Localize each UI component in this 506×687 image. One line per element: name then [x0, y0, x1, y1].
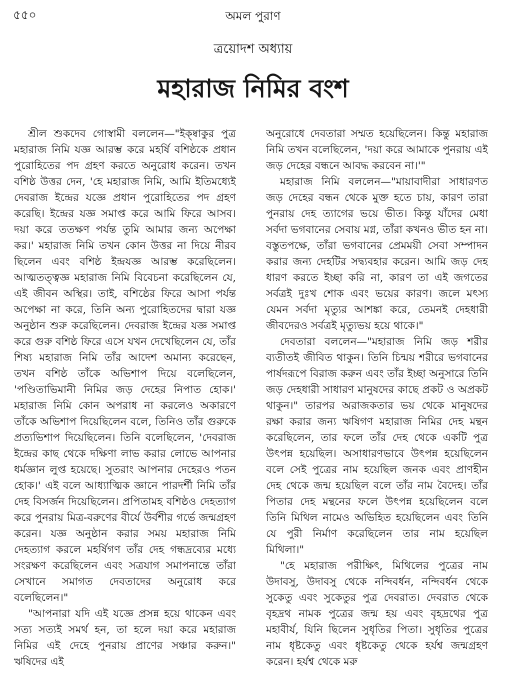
page-number: ৫৫০ — [13, 8, 37, 22]
chapter-label: ত্রয়োদশ অধ্যায় — [213, 42, 293, 57]
right-column — [266, 126, 488, 676]
paragraph: অনুরোধে দেবতারা সম্মত হয়েছিলেন। কিন্তু মহারাজ নিমি তখন বলেছিলেন, 'দয়া করে আমাকে পুনরায় এই জড় দেহের বন্ধনে আবদ্ধ করবেন না।'" — [266, 128, 488, 172]
paragraph: "আপনারা যদি এই যজ্ঞে প্রসন্ন হয়ে থাকেন এবং সত্য সত্যই সমর্থ হন, তা হলে দয়া করে মহারাজ নিমির এই দেহে পুনরায় প্রাণের সঞ্চার করুন।" ঋষিদের এই — [14, 608, 236, 668]
paragraph: "হে মহারাজ পরীক্ষিৎ, মিথিলের পুত্রের নাম উদাবসু, উদাবসু থেকে নন্দিবর্ধন, নন্দিবর্ধন থেকে সুকেতু এবং সুকেতুর পুত্র দেবরাত। দেবরাত থেকে বৃহদ্রথ নামক পুত্রের জন্ম হয় এবং বৃহদ্রথের পুত্র মহাবীর্য, যিনি ছিলেন সুধৃতির পিতা। সুধৃতির পুত্রের নাম ধৃষ্টকেতু এবং ধৃষ্টকেতু থেকে হর্যশ্ব জন্মগ্রহণ করেন। হর্যশ্ব থেকে মরু — [266, 560, 488, 668]
paragraph: মহারাজ নিমি বললেন—"মায়াবাদীরা সাধারণত জড় দেহের বন্ধন থেকে মুক্ত হতে চায়, কারণ তারা পুনরায় দেহ ত্যাগের ভয়ে ভীত। কিন্তু যাঁদের মেধা সর্বদা ভগবানের সেবায় মগ্ন, তাঁরা কখনও ভীত হন না। বস্তুতপক্ষে, তাঁরা ভগবানের প্রেমময়ী সেবা সম্পাদন করার জন্য দেহটির সদ্ব্যবহার করেন। আমি জড় দেহ ধারণ করতে ইচ্ছা করি না, কারণ তা এই জগতের সর্বত্রই দুঃখ শোক এবং ভয়ের কারণ। জলে মৎস্য যেমন সর্বদা মৃত্যুর আশঙ্কা করে, তেমনই দেহধারী জীবদেরও সর্বত্রই মৃত্যুভয় হয়ে থাকে।" — [266, 176, 488, 332]
paragraph: দেবতারা বললেন—"মহারাজ নিমি জড় শরীর ব্যতীতই জীবিত থাকুন। তিনি চিন্ময় শরীরে ভগবানের পার্ষদরূপে বিরাজ করুন এবং তাঁর ইচ্ছা অনুসারে তিনি জড় দেহধারী সাধারণ মানুষদের কাছে প্রকট ও অপ্রকট থাকুন।" তারপর অরাজকতার ভয় থেকে মানুষদের রক্ষা করার জন্য ঋষিগণ মহারাজ নিমির দেহ মন্থন করেছিলেন, তার ফলে তাঁর দেহ থেকে একটি পুত্র উৎপন্ন হয়েছিল। অসাধারণভাবে উৎপন্ন হয়েছিলেন বলে সেই পুত্রের নাম হয়েছিল জনক এবং প্রাণহীন দেহ থেকে জন্ম হয়েছিল বলে তাঁর নাম বৈদেহ। তাঁর পিতার দেহ মন্থনের ফলে উৎপন্ন হয়েছিলেন বলে তিনি মিথিল নামেও অভিহিত হয়েছিলেন এবং তিনি যে পুরী নির্মাণ করেছিলেন তার নাম হয়েছিল মিথিলা।" — [266, 336, 488, 556]
chapter-title: মহারাজ নিমির বংশ — [157, 74, 349, 103]
paragraph: শ্রীল শুকদেব গোস্বামী বললেন—"ইক্ষ্বাকুর পুত্র মহারাজ নিমি যজ্ঞ আরম্ভ করে মহর্ষি বশিষ্ঠকে প্রধান পুরোহিতের পদ গ্রহণ করতে অনুরোধ করেন। তখন বশিষ্ঠ উত্তর দেন, 'হে মহারাজ নিমি, আমি ইতিমধ্যেই দেবরাজ ইন্দ্রের যজ্ঞে প্রধান পুরোহিতের পদ গ্রহণ করেছি। ইন্দ্রের যজ্ঞ সমাপ্ত করে আমি ফিরে আসব। দয়া করে ততক্ষণ পর্যন্ত তুমি আমার জন্য অপেক্ষা কর।' মহারাজ নিমি তখন কোন উত্তর না দিয়ে নীরব ছিলেন এবং বশিষ্ঠ ইন্দ্রযজ্ঞ আরম্ভ করেছিলেন। আত্মতত্ত্বজ্ঞ মহারাজ নিমি বিবেচনা করেছিলেন যে, এই জীবন অস্থির। তাই, বশিষ্ঠের ফিরে আসা পর্যন্ত অপেক্ষা না করে, তিনি অন্য পুরোহিতদের দ্বারা যজ্ঞ অনুষ্ঠান শুরু করেছিলেন। দেবরাজ ইন্দ্রের যজ্ঞ সমাপ্ত করে গুরু বশিষ্ঠ ফিরে এসে যখন দেখেছিলেন যে, তাঁর শিষ্য মহারাজ নিমি তাঁর আদেশ অমান্য করেছেন, তখন বশিষ্ঠ তাঁকে অভিশাপ দিয়ে বলেছিলেন, 'পণ্ডিতাভিমানী নিমির জড় দেহের নিপাত হোক।' মহারাজ নিমি কোন অপরাধ না করলেও অকারণে তাঁকে অভিশাপ দিয়েছিলেন বলে, তিনিও তাঁর গুরুকে প্রত্যভিশাপ দিয়েছিলেন। তিনি বলেছিলেন, 'দেবরাজ ইন্দ্রের কাছ থেকে দক্ষিণা লাভ করার লোভে আপনার ধর্মজ্ঞান লুপ্ত হয়েছে। সুতরাং আপনার দেহেরও পতন হোক।' এই বলে আধ্যাত্মিক জ্ঞানে পারদর্শী নিমি তাঁর দেহ বিসর্জন দিয়েছিলেন। প্রপিতামহ বশিষ্ঠও দেহত্যাগ করে পুনরায় মিত্র-বরুণের বীর্যে উর্বশীর গর্ভে জন্মগ্রহণ করেন। যজ্ঞ অনুষ্ঠান করার সময় মহারাজ নিমি দেহত্যাগ করলে মহর্ষিগণ তাঁর দেহ গন্ধদ্রব্যের মধ্যে সংরক্ষণ করেছিলেন এবং সত্রযাগ সমাপনান্তে তাঁরা সেখানে সমাগত দেবতাদের অনুরোধ করে বলেছিলেন।" — [14, 128, 236, 604]
left-column — [14, 126, 236, 676]
running-header: অমল পুরাণ — [225, 9, 281, 23]
